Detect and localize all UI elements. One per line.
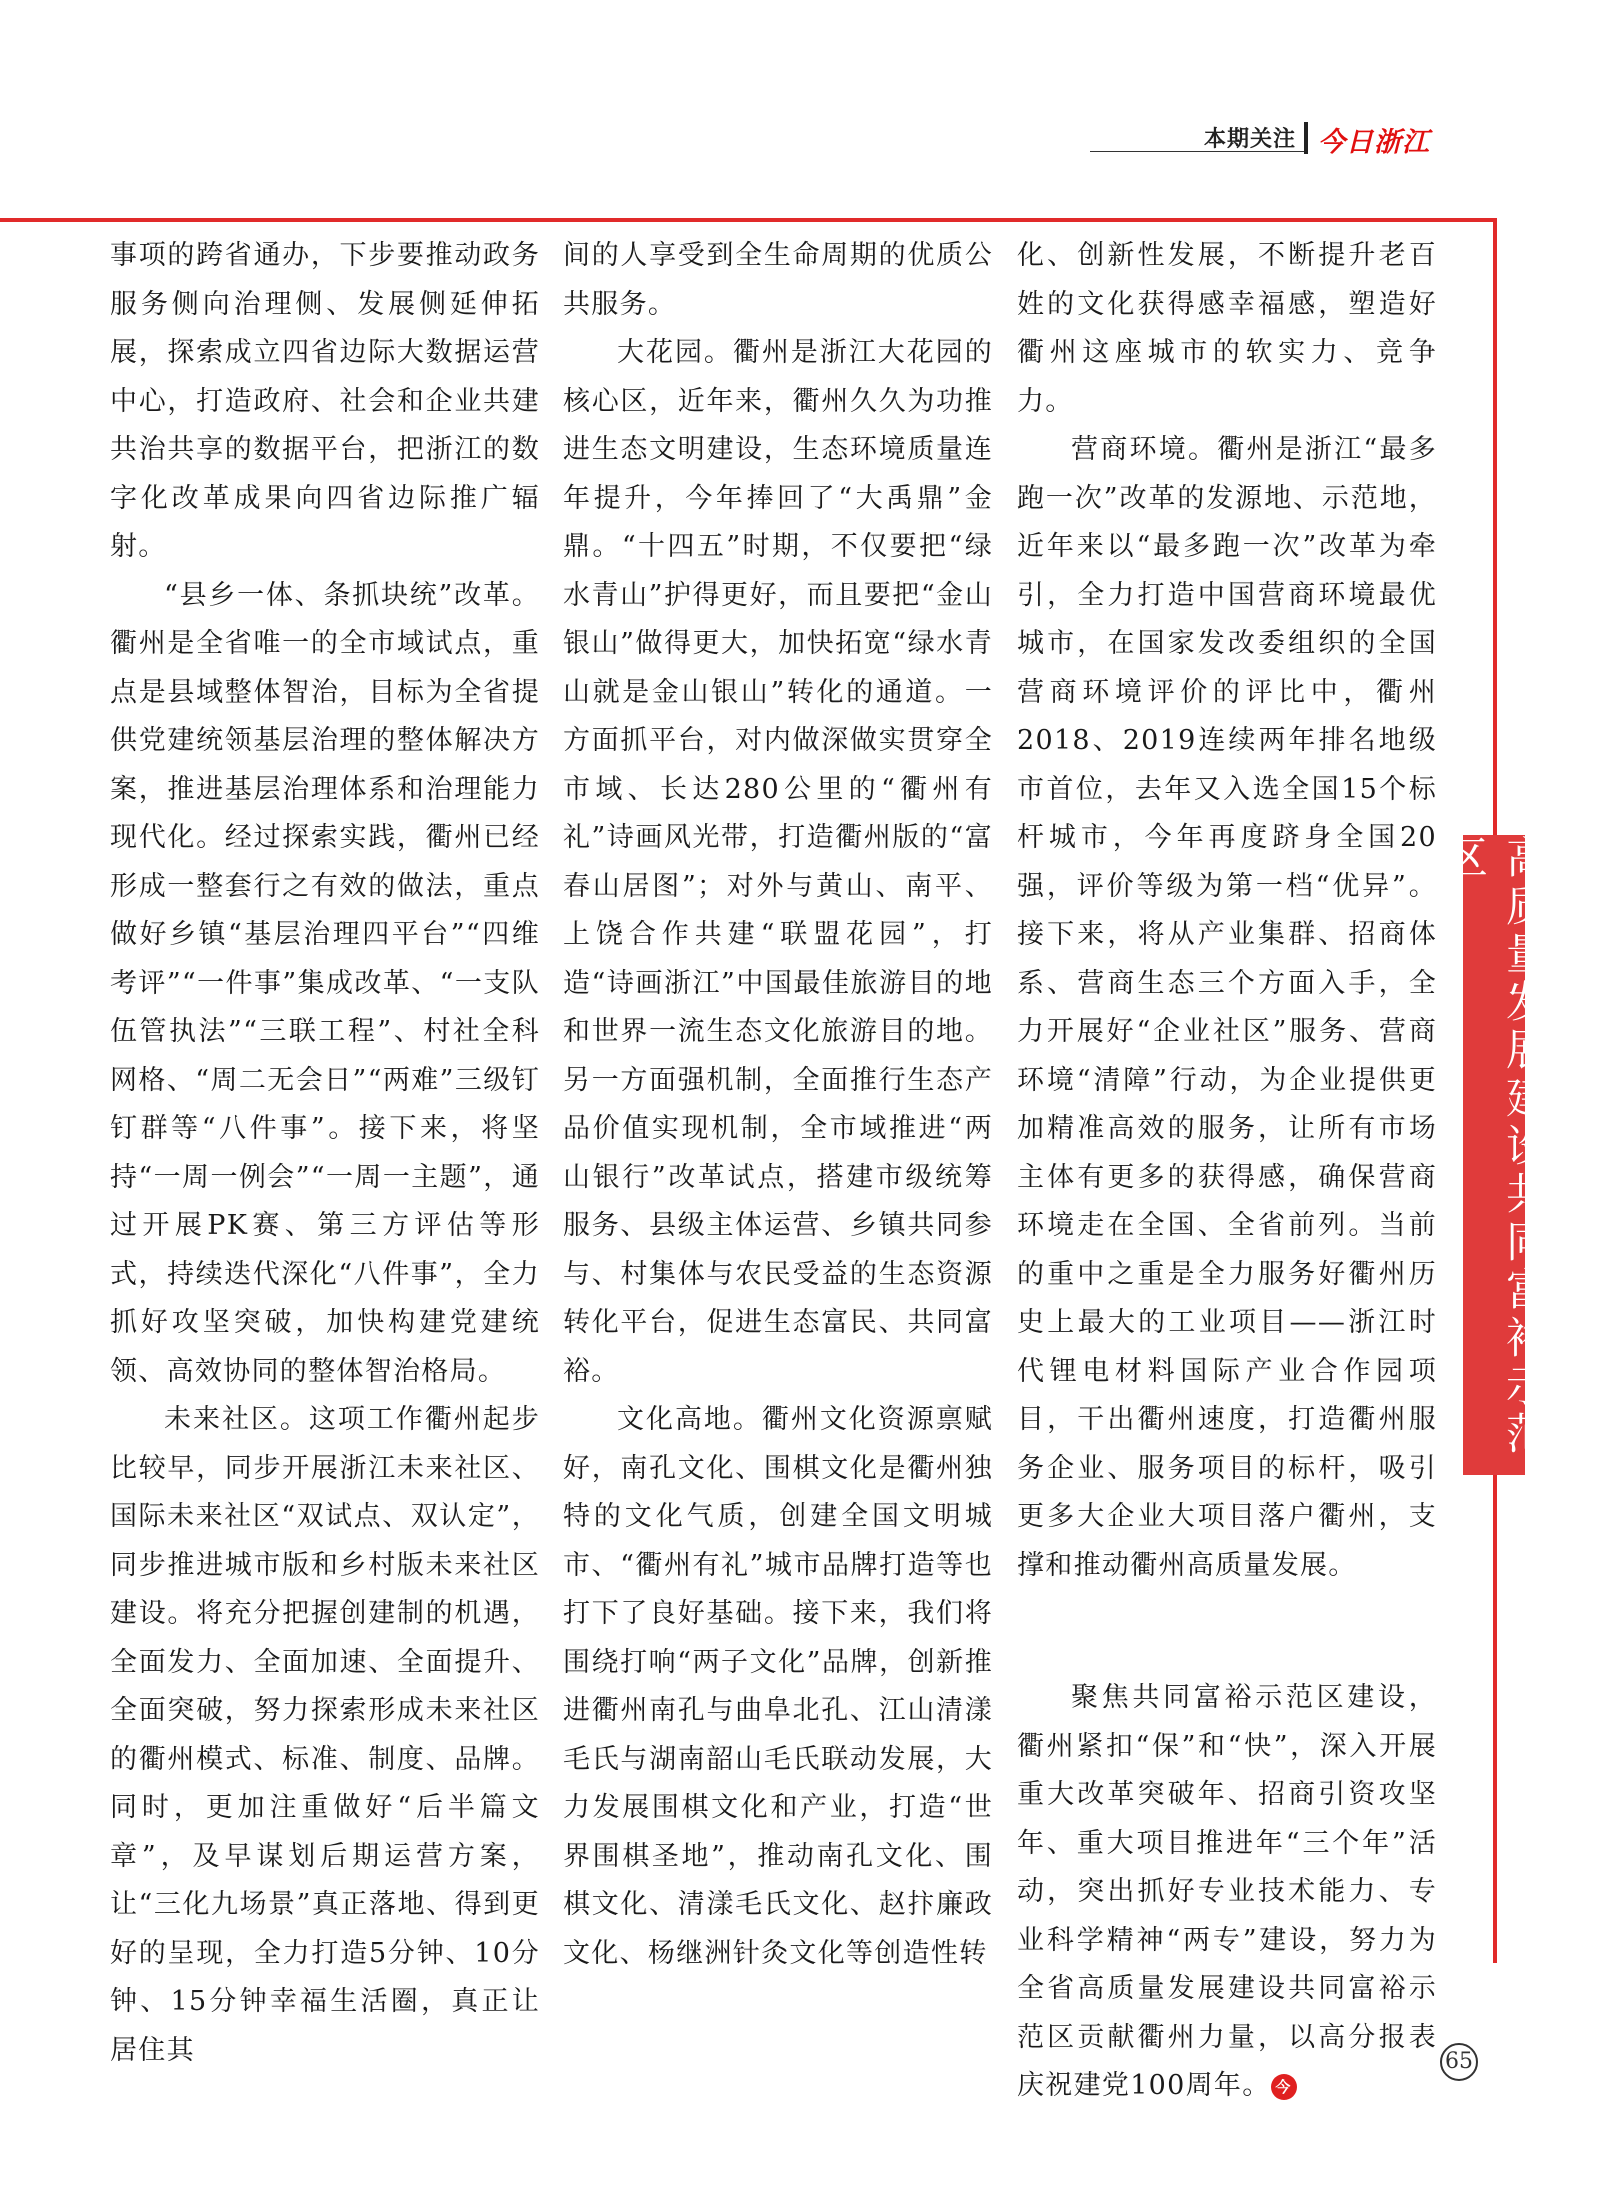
text-column-1 [110,232,540,2075]
paragraph: 大花园。衢州是浙江大花园的核心区，近年来，衢州久久为功推进生态文明建设，生态环境质量连年提升，今年捧回了“大禹鼎”金鼎。“十四五”时期，不仅要把“绿水青山”护得更好，而且要把“金山银山”做得更大，加快拓宽“绿水青山就是金山银山”转化的通道。一方面抓平台，对内做深做实贯穿全市域、长达280公里的“衢州有礼”诗画风光带，打造衢州版的“富春山居图”；对外与黄山、南平、上饶合作共建“联盟花园”，打造“诗画浙江”中国最佳旅游目的地和世界一流生态文化旅游目的地。另一方面强机制，全面推行生态产品价值实现机制，全市域推进“两山银行”改革试点，搭建市级统筹服务、县级主体运营、乡镇共同参与、村集体与农民受益的生态资源转化平台，促进生态富民、共同富裕。 [563,337,993,1387]
magazine-logo: 今日浙江 [1318,127,1430,158]
paragraph: 营商环境。衢州是浙江“最多跑一次”改革的发源地、示范地，近年来以“最多跑一次”改革为牵引，全力打造中国营商环境最优城市，在国家发改委组织的全国营商环境评价的评比中，衢州2018、2019连续两年排名地级市首位，去年又入选全国15个标杆城市，今年再度跻身全国20强，评价等级为第一档“优异”。接下来，将从产业集群、招商体系、营商生态三个方面入手，全力开展好“企业社区”服务、营商环境“清障”行动，为企业提供更加精准高效的服务，让所有市场主体有更多的获得感，确保营商环境走在全国、全省前列。当前的重中之重是全力服务好衢州历史上最大的工业项目——浙江时代锂电材料国际产业合作园项目，干出衢州速度，打造衢州服务企业、服务项目的标杆，吸引更多大企业大项目落户衢州，支撑和推动衢州高质量发展。 [1017,434,1437,1581]
header-divider [1304,122,1308,154]
paragraph-gap [1017,1590,1437,1674]
closing-paragraph [1017,1674,1437,2111]
page-number: 65 [1440,2043,1478,2081]
paragraph: 文化高地。衢州文化资源禀赋好，南孔文化、围棋文化是衢州独特的文化气质，创建全国文明城市、“衢州有礼”城市品牌打造等也打下了良好基础。接下来，我们将围绕打响“两子文化”品牌，创新推进衢州南孔与曲阜北孔、江山清漾毛氏与湖南韶山毛氏联动发展，大力发展围棋文化和产业，打造“世界围棋圣地”，推动南孔文化、围棋文化、清漾毛氏文化、赵抃廉政文化、杨继洲针灸文化等创造性转 [563,1404,993,1969]
text-column-2 [563,232,993,1978]
closing-text: 聚焦共同富裕示范区建设，衢州紧扣“保”和“快”，深入开展重大改革突破年、招商引资攻坚年、重大项目推进年“三个年”活动，突出抓好专业技术能力、专业科学精神“两专”建设，努力为全省高质量发展建设共同富裕示范区贡献衢州力量，以高分报表庆祝建党100周年。 [1017,1682,1437,2101]
end-mark-icon: 今 [1271,2074,1297,2100]
paragraph: 间的人享受到全生命周期的优质公共服务。 [563,240,993,320]
section-label: 本期关注 [1204,127,1297,152]
paragraph: “县乡一体、条抓块统”改革。衢州是全省唯一的全市域试点，重点是县域整体智治，目标为全省提供党建统领基层治理的整体解决方案，推进基层治理体系和治理能力现代化。经过探索实践，衢州已经形成一整套行之有效的做法，重点做好乡镇“基层治理四平台”“四维考评”“一件事”集成改革、“一支队伍管执法”“三联工程”、村社全科网格、“周二无会日”“两难”三级钉钉群等“八件事”。接下来，将坚持“一周一例会”“一周一主题”，通过开展PK赛、第三方评估等形式，持续迭代深化“八件事”，全力抓好攻坚突破，加快构建党建统领、高效协同的整体智治格局。 [110,579,540,1387]
vertical-section-title: 高质量发展建设共同富裕示范区 [1463,835,1525,1475]
paragraph: 化、创新性发展，不断提升老百姓的文化获得感幸福感，塑造好衢州这座城市的软实力、竞争力。 [1017,240,1437,417]
frame-top-line [0,218,1497,222]
paragraph: 事项的跨省通办，下步要推动政务服务侧向治理侧、发展侧延伸拓展，探索成立四省边际大数据运营中心，打造政府、社会和企业共建共治共享的数据平台，把浙江的数字化改革成果向四省边际推广辐射。 [110,240,540,562]
text-column-3 [1017,232,1437,2111]
paragraph: 未来社区。这项工作衢州起步比较早，同步开展浙江未来社区、国际未来社区“双试点、双认定”，同步推进城市版和乡村版未来社区建设。将充分把握创建制的机遇，全面发力、全面加速、全面提升、全面突破，努力探索形成未来社区的衢州模式、标准、制度、品牌。同时，更加注重做好“后半篇文章”，及早谋划后期运营方案，让“三化九场景”真正落地、得到更好的呈现，全力打造5分钟、10分钟、15分钟幸福生活圈，真正让居住其 [110,1404,540,2066]
